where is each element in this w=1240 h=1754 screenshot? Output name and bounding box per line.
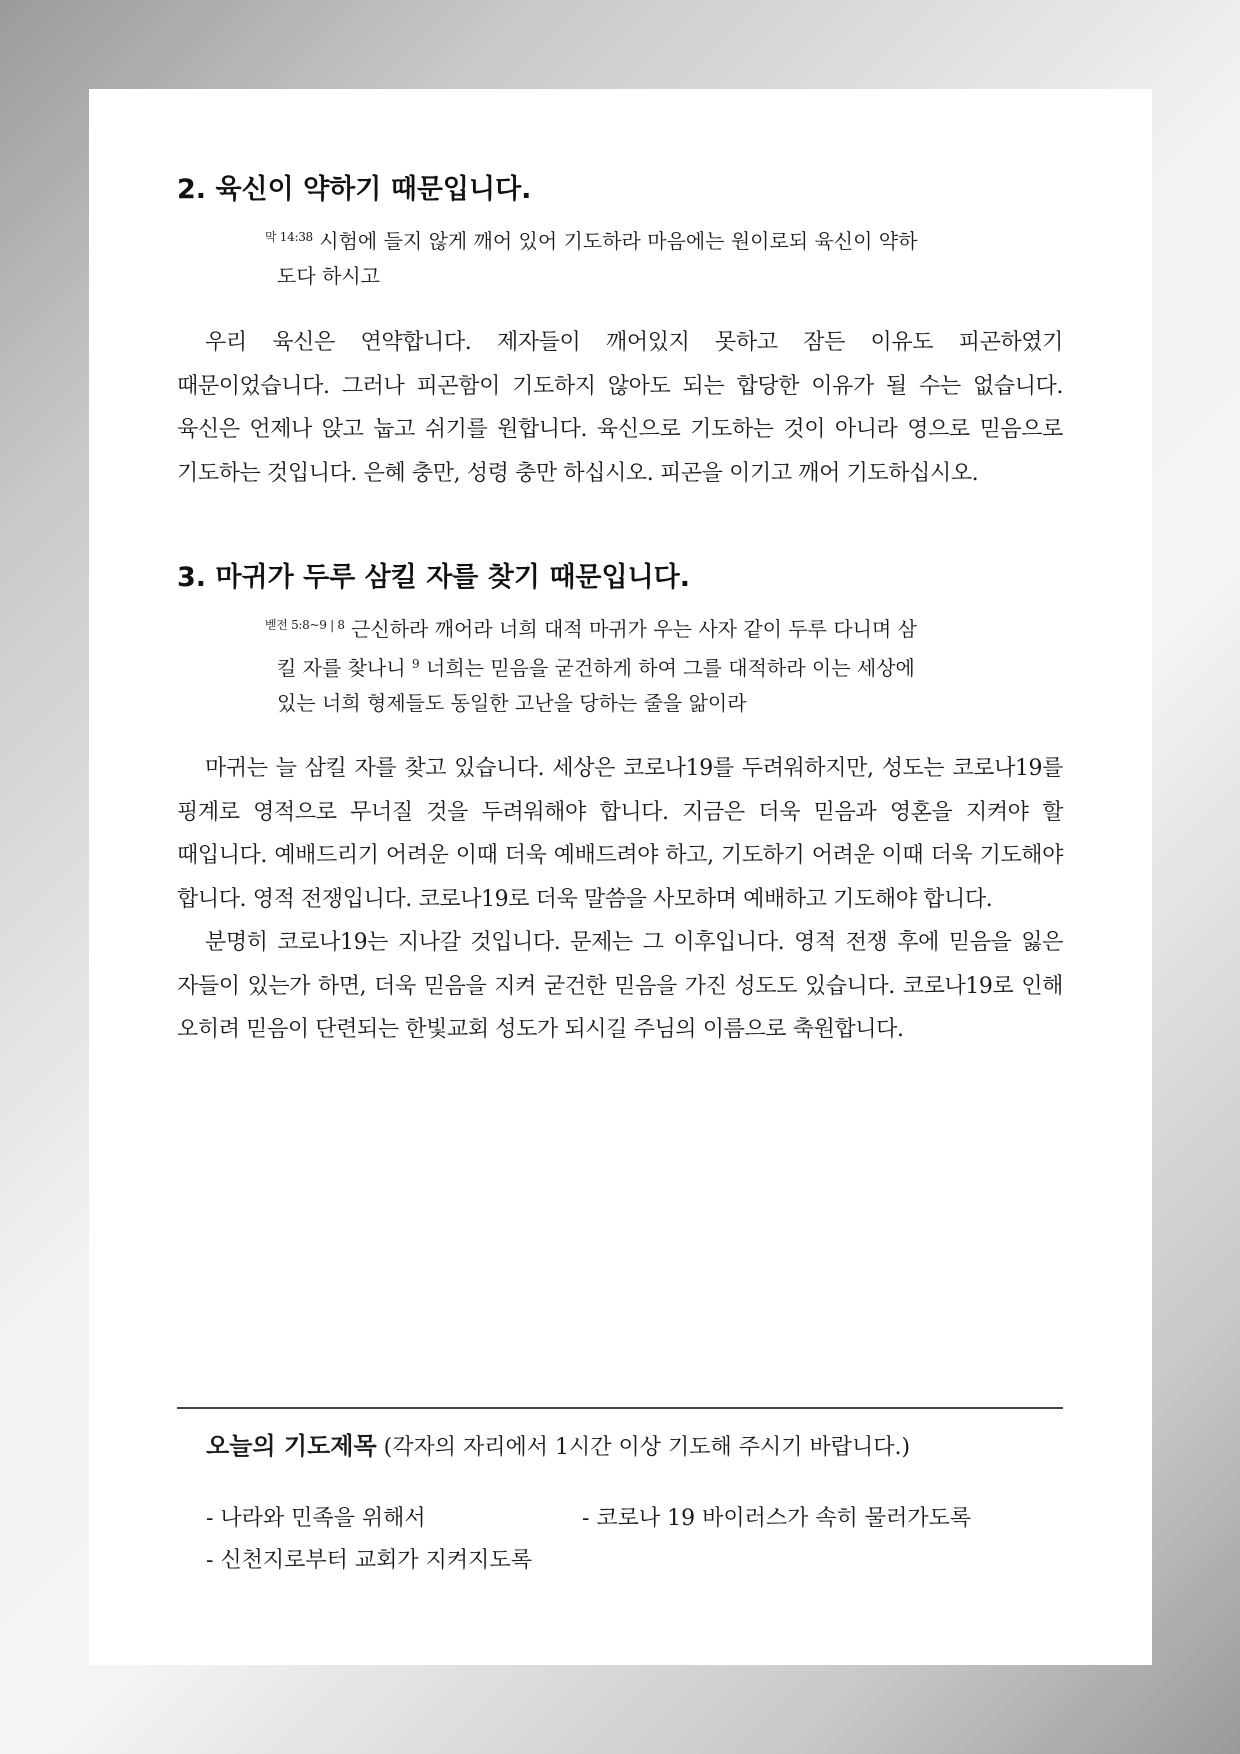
section-2-verse [177, 220, 1063, 294]
verse-line: 근신하라 깨어라 너희 대적 마귀가 우는 사자 같이 두루 다니며 삼 [351, 617, 917, 641]
verse-line [265, 647, 1013, 686]
section-3-paragraph: 분명히 코로나19는 지나갈 것입니다. 문제는 그 이후입니다. 영적 전쟁 후에 믿음을 잃은 자들이 있는가 하면, 더욱 믿음을 지켜 굳건한 믿음을 가진 성도도 있습니다. 코로나19로 인해 오히려 믿음이 단련되는 한빛교회 성도가 되시길 주님의 이름으로 축원합니다. [177, 930, 1063, 1042]
document-page [89, 89, 1152, 1665]
verse-reference: 막 14:38 [265, 230, 313, 244]
verse-text: 너희는 믿음을 굳건하게 하여 그를 대적하라 이는 세상에 [426, 656, 915, 680]
section-3-heading: 3. 마귀가 두루 삼킬 자를 찾기 때문입니다. [177, 562, 691, 593]
verse-line: 도다 하시고 [277, 264, 380, 288]
prayer-subtitle: (각자의 자리에서 1시간 이상 기도해 주시기 바랍니다.) [383, 1435, 911, 1460]
verse-text: 킬 자를 찾나니 [277, 656, 406, 680]
prayer-title: 오늘의 기도제목 [206, 1432, 377, 1460]
section-2-heading: 2. 육신이 약하기 때문입니다. [177, 174, 532, 205]
verse-line: 시험에 들지 않게 깨어 있어 기도하라 마음에는 원이로되 육신이 약하 [319, 229, 918, 253]
prayer-item: - 신천지로부터 교회가 지켜지도록 [206, 1548, 532, 1573]
verse-number: 9 [412, 657, 420, 671]
section-3-verse [177, 608, 1063, 721]
verse-reference: 벧전 5:8~9 | 8 [265, 618, 345, 632]
section-2-paragraph: 우리 육신은 연약합니다. 제자들이 깨어있지 못하고 잠든 이유도 피곤하였기 때문이었습니다. 그러나 피곤함이 기도하지 않아도 되는 합당한 이유가 될 수는 없습니다. 육신은 언제나 앉고 눕고 쉬기를 원합니다. 육신으로 기도하는 것이 아니라 영으로 믿음으로 기도하는 것입니다. 은혜 충만, 성령 충만 하십시오. 피곤을 이기고 깨어 기도하십시오. [177, 330, 1063, 486]
prayer-item: - 나라와 민족을 위해서 [206, 1506, 426, 1531]
section-3 [177, 560, 1063, 1052]
prayer-heading [206, 1428, 910, 1466]
section-3-paragraph: 마귀는 늘 삼킬 자를 찾고 있습니다. 세상은 코로나19를 두려워하지만, 성도는 코로나19를 핑계로 영적으로 무너질 것을 두려워해야 합니다. 지금은 더욱 믿음과 영혼을 지켜야 할 때입니다. 예배드리기 어려운 이때 더욱 예배드려야 하고, 기도하기 어려운 이때 더욱 기도해야 합니다. 영적 전쟁입니다. 코로나19로 더욱 말씀을 사모하며 예배하고 기도해야 합니다. [177, 756, 1063, 912]
section-2 [177, 172, 1063, 495]
prayer-item: - 코로나 19 바이러스가 속히 물러가도록 [582, 1506, 972, 1531]
divider [177, 1407, 1063, 1409]
verse-line: 있는 너희 형제들도 동일한 고난을 당하는 줄을 앎이라 [277, 691, 747, 715]
